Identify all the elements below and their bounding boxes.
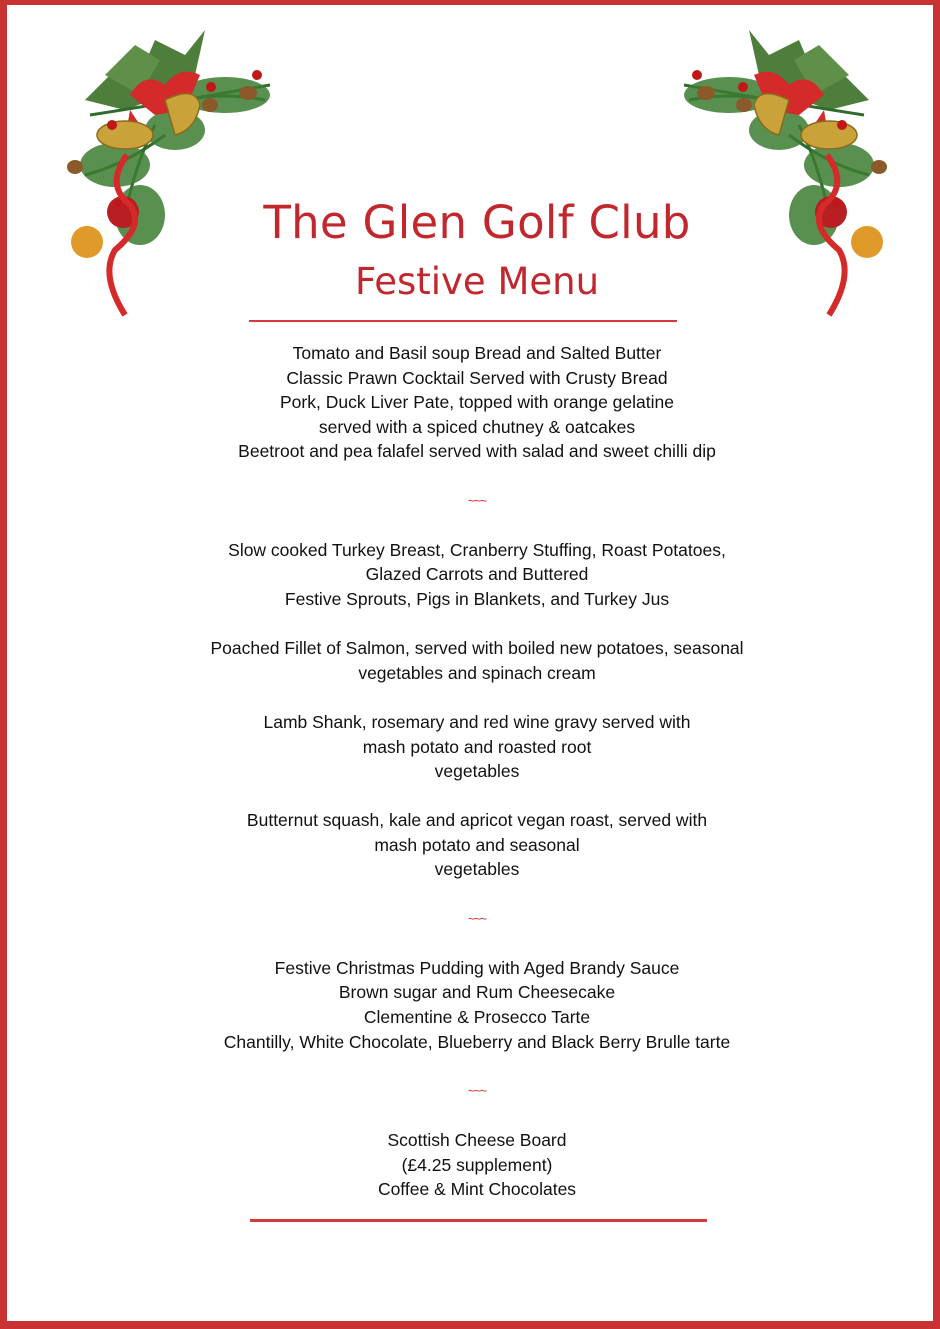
menu-line: Beetroot and pea falafel served with salad and sweet chilli dip <box>238 441 716 462</box>
menu-line: Lamb Shank, rosemary and red wine gravy served with <box>263 711 691 732</box>
section-separator: ~~~ <box>467 493 487 508</box>
finish-section <box>7 1128 940 1202</box>
menu-line: Chantilly, White Chocolate, Blueberry and Black Berry Brulle tarte <box>223 1031 731 1052</box>
main-item <box>7 710 940 784</box>
menu-line: (£4.25 supplement) <box>401 1154 553 1175</box>
section-separator: ~~~ <box>467 1083 487 1098</box>
menu-title: Festive Menu <box>354 260 600 303</box>
section-separator: ~~~ <box>467 911 487 926</box>
menu-line: vegetables <box>434 859 520 880</box>
menu-line: Festive Christmas Pudding with Aged Brandy Sauce <box>274 957 680 978</box>
club-name: The Glen Golf Club <box>263 196 691 249</box>
menu-line: Brown sugar and Rum Cheesecake <box>338 982 616 1003</box>
menu-line: mash potato and seasonal <box>374 834 580 855</box>
menu-line: mash potato and roasted root <box>362 736 592 757</box>
menu-line: Pork, Duck Liver Pate, topped with orange gelatine <box>280 392 674 413</box>
starters-section <box>7 341 940 464</box>
menu-line: Poached Fillet of Salmon, served with boiled new potatoes, seasonal <box>210 638 744 659</box>
desserts-section <box>7 956 940 1054</box>
menu-line: vegetables <box>434 761 520 782</box>
menu-line: vegetables and spinach cream <box>358 662 596 683</box>
menu-line: Classic Prawn Cocktail Served with Crusty Bread <box>286 367 668 388</box>
main-item <box>7 538 940 612</box>
mains-section <box>7 538 940 882</box>
menu-line: Festive Sprouts, Pigs in Blankets, and Turkey Jus <box>284 588 670 609</box>
menu-body <box>7 341 940 1202</box>
menu-line: Glazed Carrots and Buttered <box>365 564 589 585</box>
menu-line: Butternut squash, kale and apricot vegan roast, served with <box>246 810 708 831</box>
menu-line: Coffee & Mint Chocolates <box>377 1179 577 1200</box>
footer-divider <box>250 1219 707 1222</box>
main-item <box>7 636 940 685</box>
main-item <box>7 808 940 882</box>
title-divider <box>249 320 677 322</box>
menu-line: Slow cooked Turkey Breast, Cranberry Stuffing, Roast Potatoes, <box>228 539 726 560</box>
menu-line: Tomato and Basil soup Bread and Salted Butter <box>292 343 662 363</box>
menu-line: Scottish Cheese Board <box>387 1130 567 1150</box>
menu-line: Clementine & Prosecco Tarte <box>363 1007 591 1028</box>
menu-line: served with a spiced chutney & oatcakes <box>318 416 636 437</box>
